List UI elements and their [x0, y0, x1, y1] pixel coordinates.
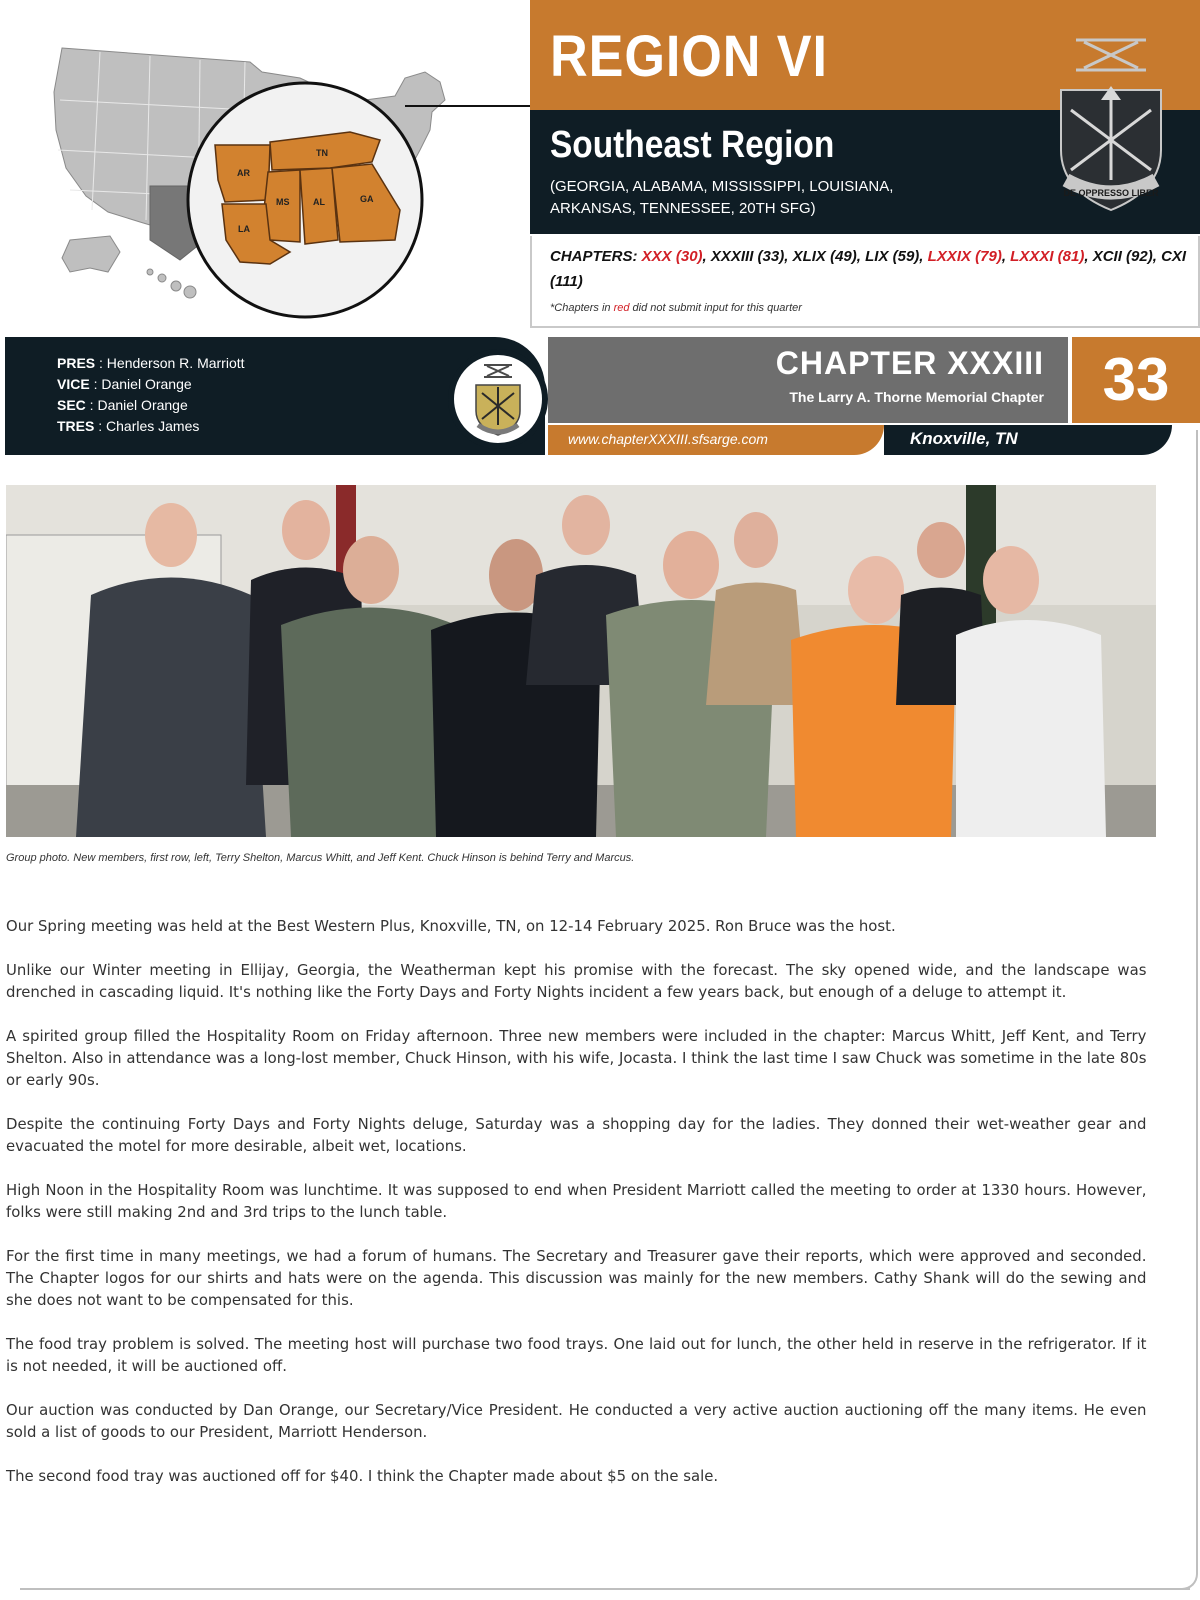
chapter-list-item: XCII (92) [1092, 248, 1153, 265]
chapter-banner [548, 337, 1068, 423]
article-paragraph: High Noon in the Hospitality Room was lunchtime. It was supposed to end when President Marriott called the meeting to order at 1330 hours. However, folks were still making 2nd and 3rd trips to the lunch table. [6, 1181, 1147, 1221]
state-label-ar: AR [237, 168, 250, 178]
chapter-website-bar [548, 425, 884, 455]
region-title: REGION VI [550, 24, 828, 89]
chapter-list-separator: , [784, 248, 793, 265]
chapters-note-prefix: *Chapters in [550, 302, 614, 314]
chapter-location: Knoxville, TN [910, 429, 1018, 448]
article-paragraph: Our auction was conducted by Dan Orange, our Secretary/Vice President. He conducted a very active auction auctioning off the many items. He even sold a list of goods to our President, Marriott Henderson. [6, 1401, 1147, 1441]
article-body [6, 915, 1148, 1509]
chapter-list-separator: , [1084, 248, 1093, 265]
chapter-website-link[interactable]: www.chapterXXXIII.sfsarge.com [568, 431, 768, 447]
region-states-line2: ARKANSAS, TENNESSEE, 20TH SFG) [550, 200, 816, 217]
chapters-list [550, 244, 1190, 294]
state-label-ms: MS [276, 197, 290, 207]
state-label-al: AL [313, 197, 325, 207]
chapter-list-separator: , [856, 248, 866, 265]
chapter-list-item: LIX (59) [865, 248, 920, 265]
group-photo-image [6, 485, 1156, 837]
chapters-box [530, 236, 1200, 328]
article-paragraph: A spirited group filled the Hospitality Room on Friday afternoon. Three new members were included in the chapter: Marcus Whitt, Jeff Kent, and Terry Shelton. Also in attendance was a long-lost member, Chuck Hinson, with his wife, Jocasta. I think the last time I saw Chuck was sometime in the late 80s or early 90s. [6, 1027, 1147, 1089]
region-map [0, 0, 530, 335]
officer-vice: VICE : Daniel Orange [57, 376, 192, 392]
article-paragraph: The food tray problem is solved. The meeting host will purchase two food trays. One laid out for lunch, the other held in reserve in the refrigerator. If it is not needed, it will be auctioned off. [6, 1335, 1147, 1375]
chapter-name: CHAPTER XXXIII [775, 345, 1044, 381]
chapter-list-separator: , [1152, 248, 1162, 265]
chapter-list-separator: , [919, 248, 928, 265]
chapter-list-item: CXI (111) [550, 248, 1187, 290]
chapter-number: 33 [1102, 346, 1170, 413]
chapter-list-item: XXX (30) [641, 248, 703, 265]
region-subtitle: Southeast Region [550, 124, 835, 166]
chapter-location-bar [884, 425, 1172, 455]
state-label-la: LA [238, 224, 250, 234]
chapter-crest-icon [454, 355, 542, 443]
chapter-list-separator: , [1001, 248, 1011, 265]
officer-pres: PRES : Henderson R. Marriott [57, 355, 245, 371]
chapter-crest [448, 349, 548, 449]
chapter-list-item: XXXIII (33) [710, 248, 785, 265]
page-border-right [1182, 430, 1198, 1590]
article-paragraph: Our Spring meeting was held at the Best Western Plus, Knoxville, TN, on 12-14 February 2025. Ron Bruce was the host. [6, 917, 896, 935]
us-map-graphic [0, 0, 530, 335]
chapters-note [550, 302, 802, 314]
chapters-note-suffix: did not submit input for this quarter [629, 302, 802, 314]
officer-tres: TRES : Charles James [57, 418, 200, 434]
group-photo [6, 485, 1156, 837]
photo-caption: Group photo. New members, first row, left, Terry Shelton, Marcus Whitt, and Jeff Kent. Chuck Hinson is behind Terry and Marcus. [6, 852, 635, 864]
chapter-memorial-name: The Larry A. Thorne Memorial Chapter [789, 389, 1044, 405]
article-paragraph: Unlike our Winter meeting in Ellijay, Georgia, the Weatherman kept his promise with the forecast. The sky opened wide, and the landscape was drenched in cascading liquid. It's nothing like the Forty Days and Forty Nights incident a few years back, but enough of a deluge to attempt it. [6, 961, 1147, 1001]
chapter-number-box [1072, 337, 1200, 423]
article-paragraph: Despite the continuing Forty Days and Forty Nights deluge, Saturday was a shopping day for the ladies. They donned their wet-weather gear and evacuated the motel for more desirable, albeit wet, locations. [6, 1115, 1147, 1155]
state-label-tn: TN [316, 148, 328, 158]
region-states-line1: (GEORGIA, ALABAMA, MISSISSIPPI, LOUISIANA, [550, 178, 894, 195]
chapter-list-item: LXXIX (79) [927, 248, 1002, 265]
crest-motto: DE OPPRESSO LIBER [1063, 188, 1159, 198]
page-border-bottom [20, 1588, 1190, 1590]
chapters-label: CHAPTERS: [550, 248, 642, 265]
region-states [550, 176, 980, 220]
chapter-list-item: XLIX (49) [792, 248, 857, 265]
special-forces-crest-icon [1046, 30, 1176, 220]
state-label-ga: GA [360, 194, 374, 204]
chapter-list-separator: , [702, 248, 711, 265]
article-paragraph: The second food tray was auctioned off for $40. I think the Chapter made about $5 on the sale. [6, 1467, 719, 1485]
chapters-items [550, 248, 1186, 290]
officers-list [57, 353, 245, 437]
chapters-note-red: red [613, 302, 630, 314]
article-paragraph: For the first time in many meetings, we had a forum of humans. The Secretary and Treasurer gave their reports, which were approved and seconded. The Chapter logos for our shirts and hats were on the agenda. This discussion was mainly for the new members. Cathy Shank will do the sewing and she does not want to be compensated for this. [6, 1247, 1147, 1309]
officer-sec: SEC : Daniel Orange [57, 397, 188, 413]
chapter-list-item: LXXXI (81) [1010, 248, 1085, 265]
